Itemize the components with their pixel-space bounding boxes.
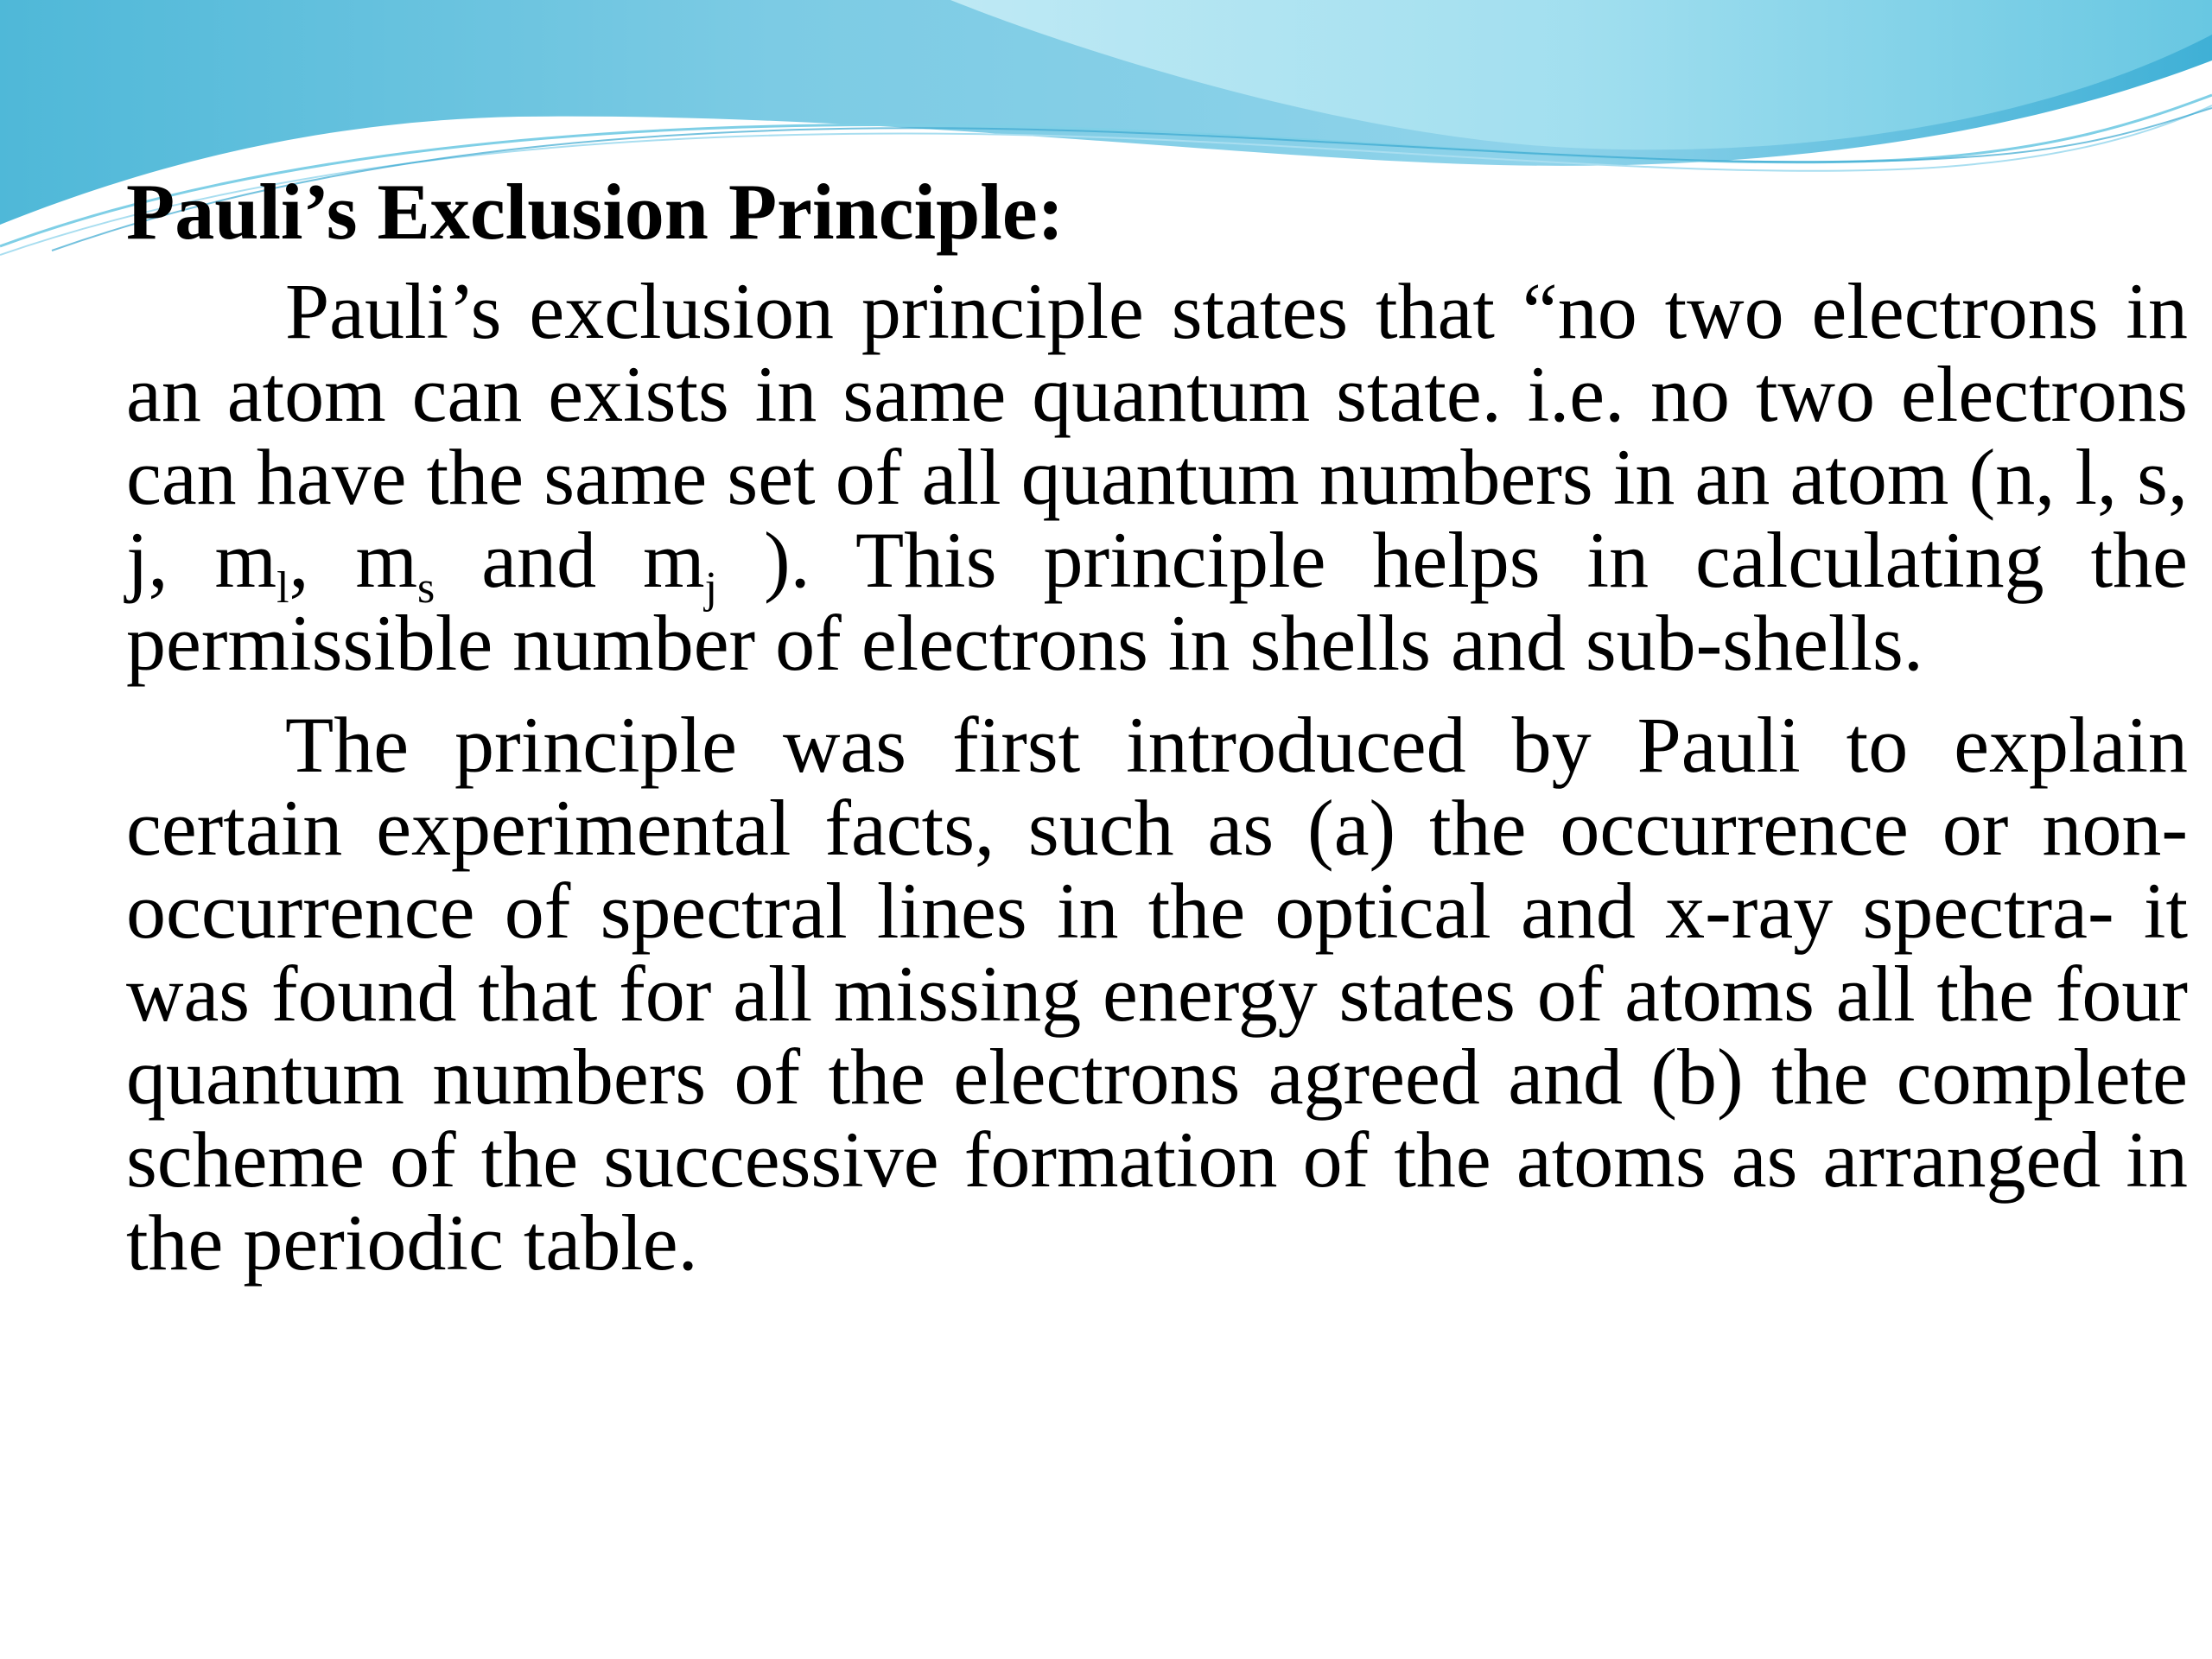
slide-title: Pauli’s Exclusion Principle: — [126, 168, 1065, 256]
paragraph-1-text-d: ). This principle helps in calculating the permissible number of electrons in shells and sub-shells. — [126, 516, 2188, 687]
paragraph-2: The principle was first introduced by Pauli to explain certain experimental facts, such as (a) the occurrence or non-occurrence of spectral lines in the optical and x-ray spectra- it was found that for all missing energy states of atoms all the four quantum numbers of the electrons agreed and (b) the complete scheme of the successive formation of the atoms as arranged in the periodic table. — [126, 701, 2188, 1287]
subscript-j: j — [704, 563, 718, 613]
paragraph-1-text-b: , m — [289, 516, 418, 604]
subscript-s: s — [417, 563, 435, 613]
slide-content — [126, 164, 2188, 1303]
subscript-l: l — [276, 563, 289, 613]
paragraph-1 — [126, 267, 2188, 687]
paragraph-1-text-c: and m — [435, 516, 705, 604]
paragraph-1-text-a: Pauli’s exclusion principle states that “no two electrons in an atom can exists in same quantum state. i.e. no two electrons can have the same set of all quantum numbers in an atom (n, l, s, j, m — [126, 267, 2188, 604]
